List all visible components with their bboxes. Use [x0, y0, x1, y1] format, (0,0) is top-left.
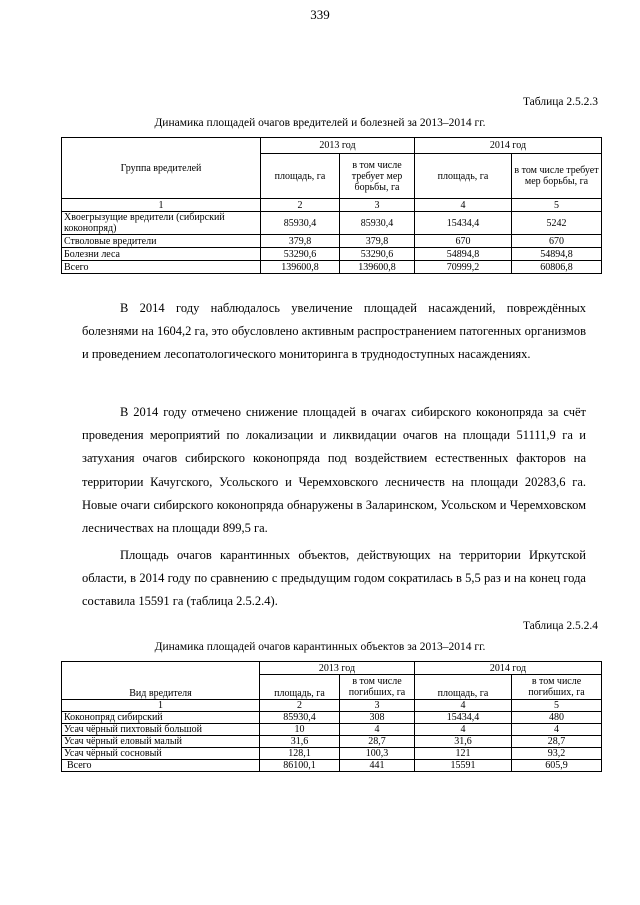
cell: 28,7: [512, 736, 602, 748]
col-number: 5: [512, 700, 602, 712]
cell: 10: [260, 724, 340, 736]
row-name: Болезни леса: [62, 248, 261, 261]
cell: 85930,4: [260, 712, 340, 724]
col-number: 3: [340, 700, 415, 712]
table2-col-numbers: [62, 700, 602, 712]
paragraph-quarantine: Площадь очагов карантинных объектов, действующих на территории Иркутской области, в 2014 году по сравнению с предыдущим годом сократилась в 5,5 раз и на конец года составила 15591 га (таблица 2.5.2.4).: [82, 548, 586, 609]
cell: 139600,8: [261, 261, 340, 274]
cell: 139600,8: [340, 261, 415, 274]
table2-header-species: Вид вредителя: [62, 662, 260, 700]
cell: 128,1: [260, 748, 340, 760]
cell: 85930,4: [261, 212, 340, 235]
table1-header-measures-2014: в том числе требует мер борьбы, га: [512, 154, 602, 199]
table-row: [62, 212, 602, 235]
col-number: 2: [261, 199, 340, 212]
cell: 31,6: [260, 736, 340, 748]
cell: 441: [340, 760, 415, 772]
cell: 28,7: [340, 736, 415, 748]
cell: 670: [415, 235, 512, 248]
cell: 480: [512, 712, 602, 724]
col-number: 1: [62, 199, 261, 212]
table-row: [62, 248, 602, 261]
table-row: [62, 724, 602, 736]
row-name: Усач чёрный еловый малый: [62, 736, 260, 748]
table1-title: Динамика площадей очагов вредителей и болезней за 2013–2014 гг.: [154, 117, 486, 129]
col-number: 4: [415, 700, 512, 712]
table1-col-numbers: [62, 199, 602, 212]
col-number: 4: [415, 199, 512, 212]
cell: 121: [415, 748, 512, 760]
cell: 53290,6: [340, 248, 415, 261]
row-name: Усач чёрный сосновый: [62, 748, 260, 760]
table1-header-area-2014: площадь, га: [415, 154, 512, 199]
cell: 4: [340, 724, 415, 736]
table2-caption: Таблица 2.5.2.4: [522, 620, 598, 632]
row-name: Всего: [62, 261, 261, 274]
cell: 100,3: [340, 748, 415, 760]
cell: 379,8: [261, 235, 340, 248]
table2-header-area-2013: площадь, га: [260, 675, 340, 700]
cell: 5242: [512, 212, 602, 235]
table2: [61, 661, 602, 772]
table1-header-area-2013: площадь, га: [261, 154, 340, 199]
cell: 54894,8: [512, 248, 602, 261]
table2-header-area-2014: площадь, га: [415, 675, 512, 700]
cell: 70999,2: [415, 261, 512, 274]
cell: 86100,1: [260, 760, 340, 772]
col-number: 3: [340, 199, 415, 212]
cell: 93,2: [512, 748, 602, 760]
table2-header-dead-2013: в том числе погибших, га: [340, 675, 415, 700]
cell: 85930,4: [340, 212, 415, 235]
cell: 60806,8: [512, 261, 602, 274]
cell: 605,9: [512, 760, 602, 772]
row-name: Усач чёрный пихтовый большой: [62, 724, 260, 736]
row-name: Стволовые вредители: [62, 235, 261, 248]
table-row: [62, 760, 602, 772]
table2-header-year2: 2014 год: [415, 662, 602, 675]
row-name: Всего: [62, 760, 260, 772]
table2-title: Динамика площадей очагов карантинных объектов за 2013–2014 гг.: [154, 641, 486, 653]
table2-header-dead-2014: в том числе погибших, га: [512, 675, 602, 700]
table1-caption: Таблица 2.5.2.3: [522, 96, 598, 108]
row-name: Хвоегрызущие вредители (сибирский коконопряд): [62, 212, 261, 235]
cell: 54894,8: [415, 248, 512, 261]
cell: 15434,4: [415, 712, 512, 724]
table1: [61, 137, 602, 274]
cell: 4: [415, 724, 512, 736]
paragraph-silk-moth: В 2014 году отмечено снижение площадей в очагах сибирского коконопряда за счёт проведения мероприятий по локализации и ликвидации очагов на площади 51111,9 га и затухания очагов сибирского коконопряда под воздействием естественных факторов на территории Качугского, Усольского и Черемховского лесничеств на площади 20283,6 га. Новые очаги сибирского коконопряда обнаружены в Заларинском, Усольском и Черемховском лесничествах на площади 899,5 га.: [82, 405, 586, 536]
table-row: [62, 736, 602, 748]
table1-header-year1: 2013 год: [261, 138, 415, 154]
row-name: Коконопряд сибирский: [62, 712, 260, 724]
cell: 670: [512, 235, 602, 248]
table-row: [62, 712, 602, 724]
table1-header-year2: 2014 год: [415, 138, 602, 154]
cell: 15591: [415, 760, 512, 772]
cell: 308: [340, 712, 415, 724]
cell: 31,6: [415, 736, 512, 748]
cell: 53290,6: [261, 248, 340, 261]
table-row: [62, 235, 602, 248]
table-row: [62, 748, 602, 760]
cell: 379,8: [340, 235, 415, 248]
page-number: 339: [310, 7, 330, 22]
col-number: 2: [260, 700, 340, 712]
col-number: 5: [512, 199, 602, 212]
paragraph-diseases: В 2014 году наблюдалось увеличение площадей насаждений, повреждённых болезнями на 1604,2 га, это обусловлено активным распространением патогенных организмов и проведением лесопатологического мониторинга в труднодоступных насаждениях.: [82, 301, 586, 362]
col-number: 1: [62, 700, 260, 712]
table2-header-year1: 2013 год: [260, 662, 415, 675]
table-row: [62, 261, 602, 274]
cell: 4: [512, 724, 602, 736]
table1-header-measures-2013: в том числе требует мер борьбы, га: [340, 154, 415, 199]
table1-header-group: Группа вредителей: [62, 138, 261, 199]
cell: 15434,4: [415, 212, 512, 235]
